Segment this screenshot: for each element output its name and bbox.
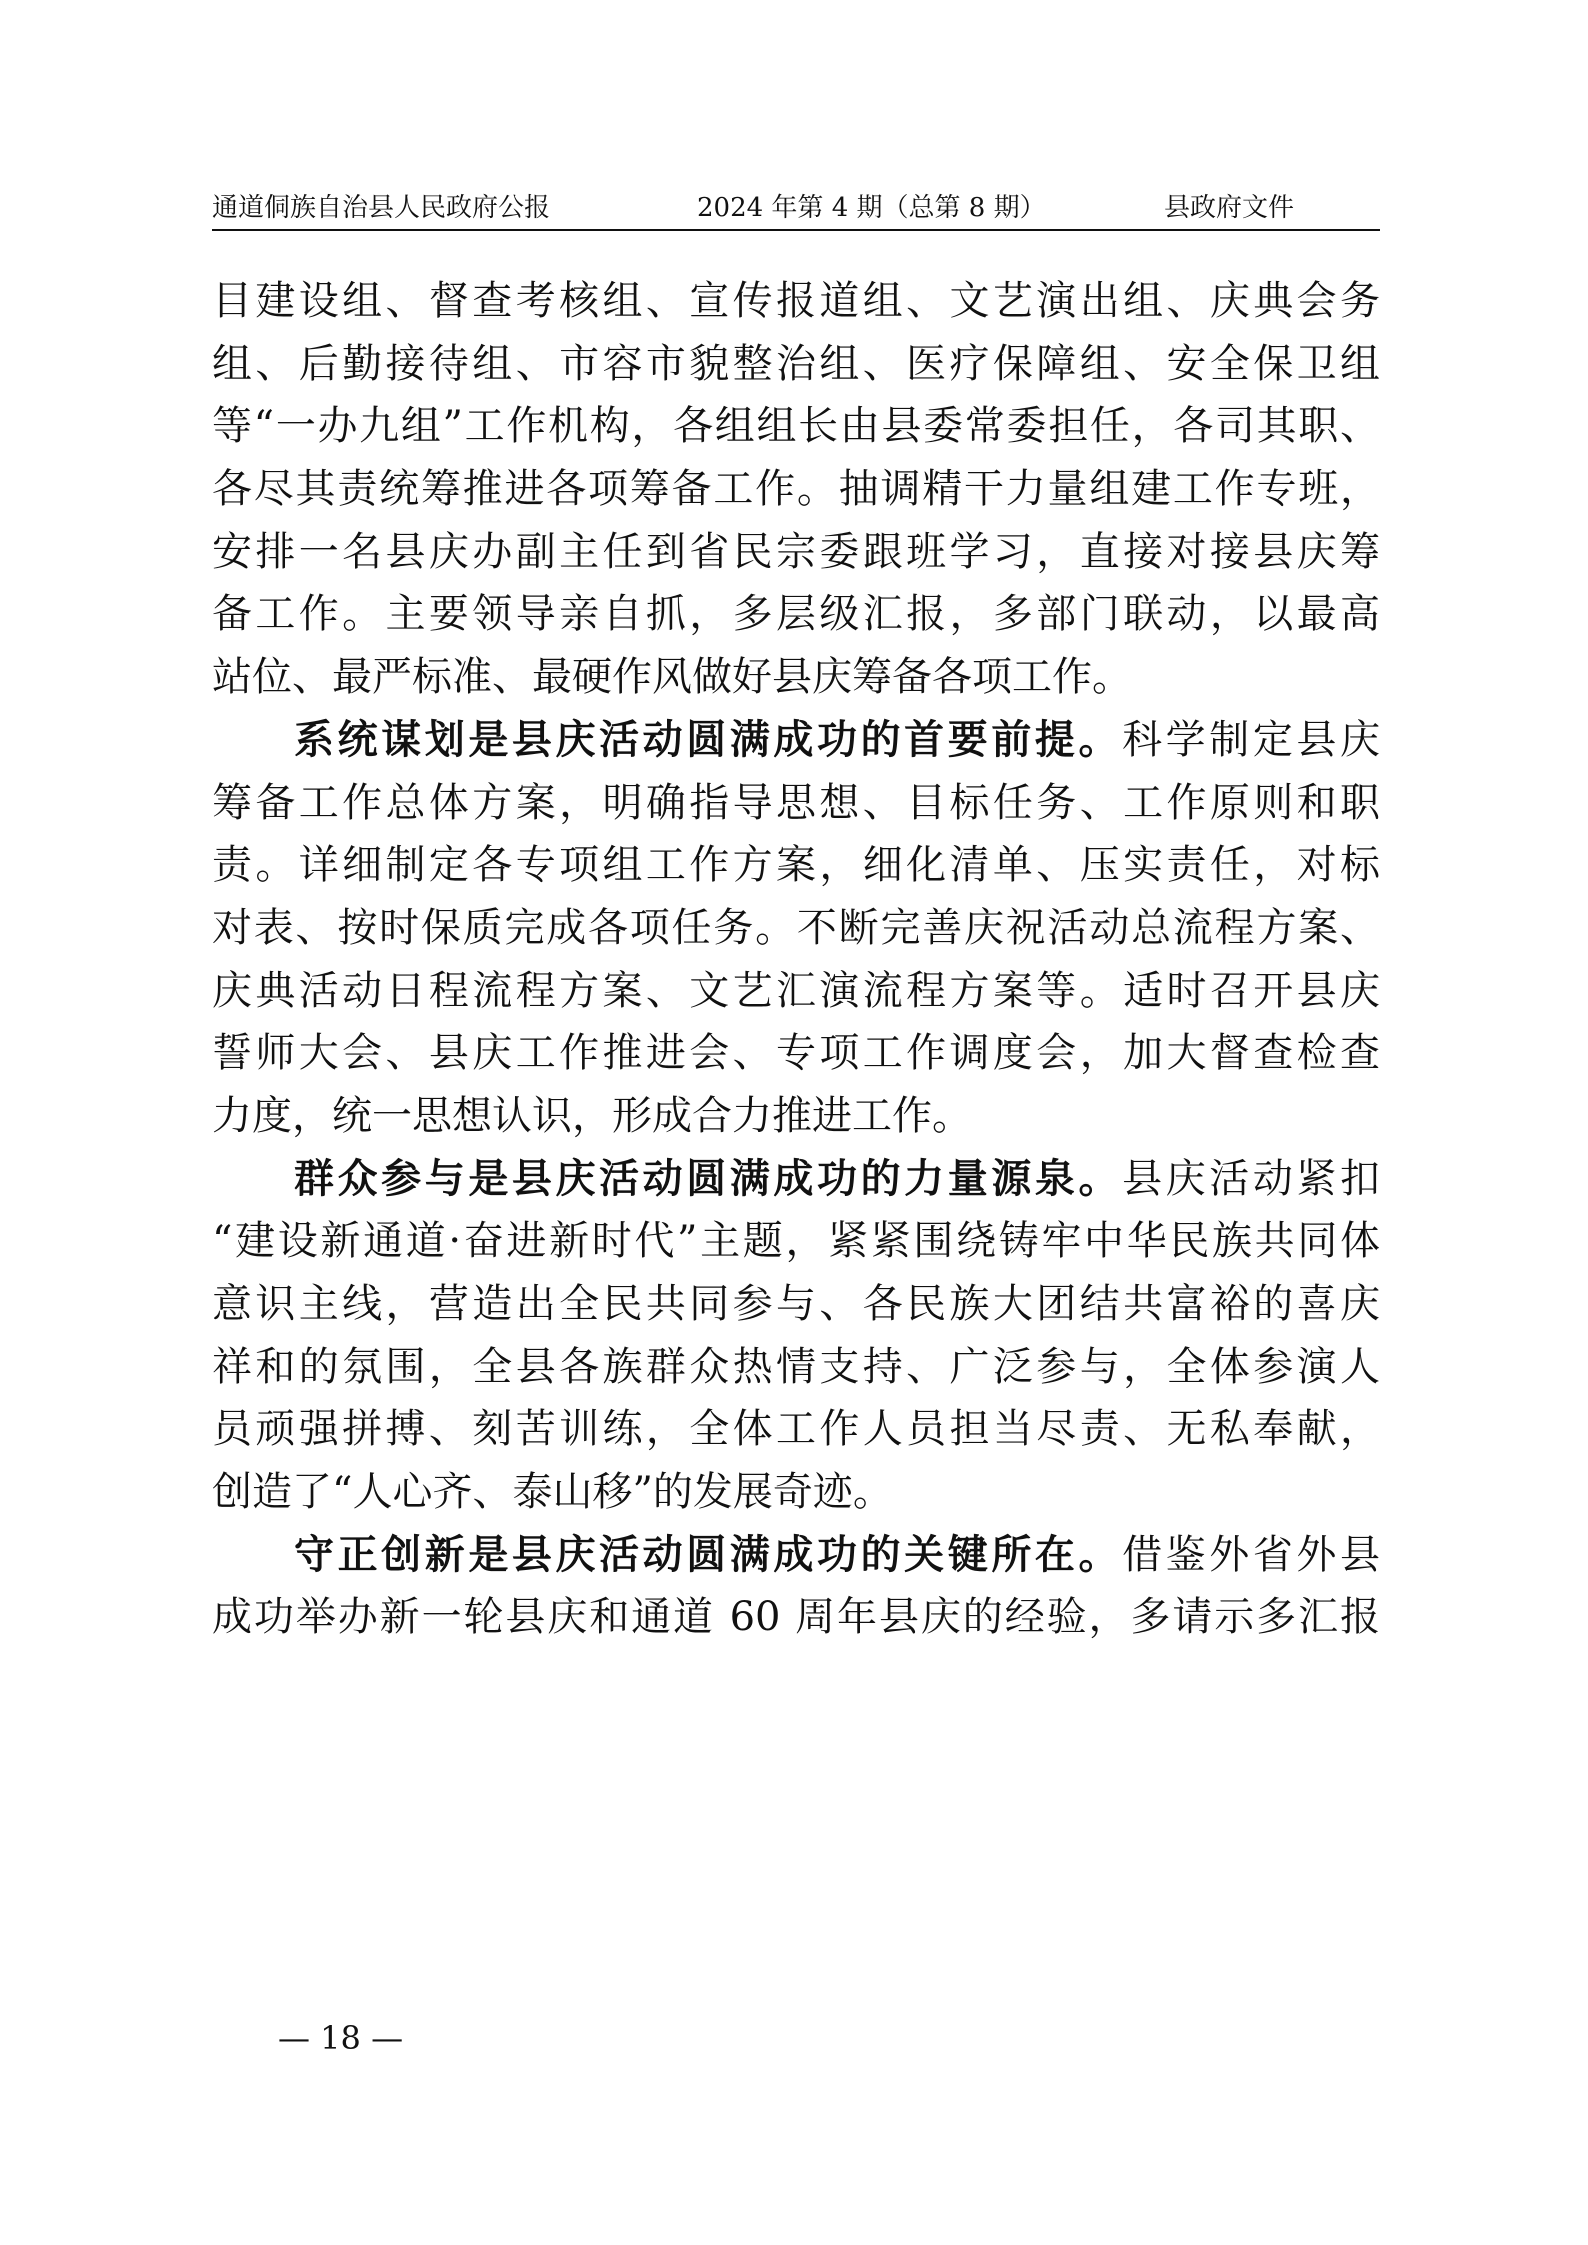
text-line: 备工作。主要领导亲自抓，多层级汇报，多部门联动，以最高 xyxy=(212,591,1380,638)
section-name: 县政府文件 xyxy=(1164,193,1295,223)
paragraph-first-rest: 借鉴外省外县 xyxy=(1122,1531,1380,1578)
text-line: 祥和的氛围，全县各族群众热情支持、广泛参与，全体参演人 xyxy=(212,1343,1380,1390)
paragraph-lead: 系统谋划是县庆活动圆满成功的首要前提。 xyxy=(294,715,1123,763)
text-line: 庆典活动日程流程方案、文艺汇演流程方案等。适时召开县庆 xyxy=(212,967,1380,1014)
text-line: 等“一办九组”工作机构，各组组长由县委常委担任，各司其职、 xyxy=(212,403,1380,450)
page-number: — 18 — xyxy=(278,2019,404,2057)
bulletin-title: 通道侗族自治县人民政府公报 xyxy=(212,193,551,223)
text-line: 责。详细制定各专项组工作方案，细化清单、压实责任，对标 xyxy=(212,842,1380,889)
text-line: 安排一名县庆办副主任到省民宗委跟班学习，直接对接县庆筹 xyxy=(212,528,1380,575)
paragraph-first-line xyxy=(212,1148,1380,1211)
text-line: 站位、最严标准、最硬作风做好县庆筹备各项工作。 xyxy=(212,654,1132,701)
paragraph-lead: 守正创新是县庆活动圆满成功的关键所在。 xyxy=(294,1530,1123,1578)
issue-number: 2024 年第 4 期（总第 8 期） xyxy=(697,193,1046,223)
text-line: 组、后勤接待组、市容市貌整治组、医疗保障组、安全保卫组 xyxy=(212,340,1380,387)
paragraph-first-line xyxy=(212,1524,1380,1587)
paragraph-first-rest: 科学制定县庆 xyxy=(1122,716,1380,763)
text-line: 对表、按时保质完成各项任务。不断完善庆祝活动总流程方案、 xyxy=(212,904,1380,951)
paragraph-first-line xyxy=(212,709,1380,772)
text-line: “建设新通道·奋进新时代”主题，紧紧围绕铸牢中华民族共同体 xyxy=(212,1218,1380,1265)
text-line: 成功举办新一轮县庆和通道 60 周年县庆的经验，多请示多汇报 xyxy=(212,1594,1380,1641)
text-line: 各尽其责统筹推进各项筹备工作。抽调精干力量组建工作专班， xyxy=(212,466,1380,513)
body-text xyxy=(212,270,1380,1649)
text-line: 誓师大会、县庆工作推进会、专项工作调度会，加大督查检查 xyxy=(212,1030,1380,1077)
text-line: 创造了“人心齐、泰山移”的发展奇迹。 xyxy=(212,1469,893,1516)
text-line: 意识主线，营造出全民共同参与、各民族大团结共富裕的喜庆 xyxy=(212,1281,1380,1327)
paragraph-lead: 群众参与是县庆活动圆满成功的力量源泉。 xyxy=(294,1154,1123,1202)
text-line: 员顽强拼搏、刻苦训练，全体工作人员担当尽责、无私奉献， xyxy=(212,1406,1380,1453)
text-line: 筹备工作总体方案，明确指导思想、目标任务、工作原则和职 xyxy=(212,779,1380,826)
text-line: 目建设组、督查考核组、宣传报道组、文艺演出组、庆典会务 xyxy=(212,278,1380,324)
text-line: 力度，统一思想认识，形成合力推进工作。 xyxy=(212,1092,972,1139)
paragraph-first-rest: 县庆活动紧扣 xyxy=(1122,1155,1380,1202)
page-header xyxy=(212,193,1380,231)
